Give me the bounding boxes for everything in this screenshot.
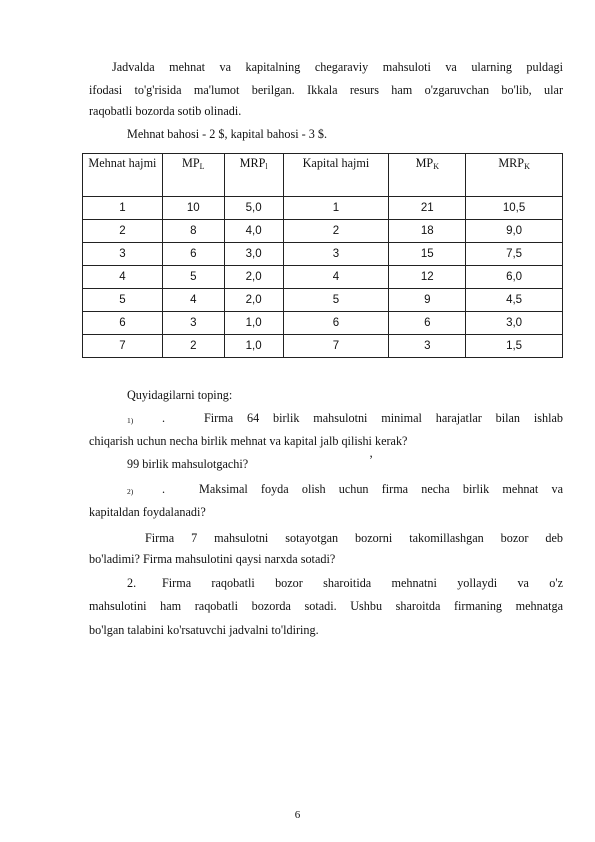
table-cell: 6 — [389, 312, 466, 335]
table-row — [83, 266, 563, 289]
table-cell: 2 — [283, 220, 389, 243]
table-cell: 6 — [283, 312, 389, 335]
table-cell: 1 — [83, 197, 163, 220]
table-cell: 3,0 — [466, 312, 563, 335]
intro-line-2: ifodasi to'g'risida ma'lumot berilgan. Ikkala resurs ham o'zgaruvchan bo'lib, ular — [89, 83, 563, 97]
prices-text: Mehnat bahosi - 2 $, kapital bahosi - 3 $. — [127, 127, 328, 141]
q1-number: 1) — [127, 416, 134, 425]
table-cell: 2,0 — [224, 266, 283, 289]
table-cell: 2 — [83, 220, 163, 243]
table-cell: 4,5 — [466, 289, 563, 312]
q1-line-1: Firma 64 birlik mahsulotni minimal harajatlar bilan ishlab — [204, 411, 563, 425]
table-cell: 1,0 — [224, 312, 283, 335]
p4-line-3: bo'lgan talabini ko'rsatuvchi jadvalni to'ldiring. — [89, 623, 319, 637]
table-cell: 3,0 — [224, 243, 283, 266]
header-mrpl: $MRP_l$ — [224, 154, 283, 197]
q1-line-2: chiqarish uchun necha birlik mehnat va kapital jalb qilishi kerak? — [89, 434, 408, 448]
table-cell: 3 — [283, 243, 389, 266]
table-cell: 2 — [162, 335, 224, 358]
table-cell: 9,0 — [466, 220, 563, 243]
table-cell: 6,0 — [466, 266, 563, 289]
table-cell: 3 — [83, 243, 163, 266]
table-cell: 7,5 — [466, 243, 563, 266]
header-mpl: $MP_L$ — [162, 154, 224, 197]
header-labor-volume: Mehnat hajmi — [83, 154, 163, 197]
p3-line-1: Firma 7 mahsulotni sotayotgan bozorni takomillashgan bozor deb — [145, 531, 563, 545]
table-cell: 3 — [389, 335, 466, 358]
table-header-row — [83, 154, 563, 197]
table-row — [83, 243, 563, 266]
p3-line-2: bo'ladimi? Firma mahsulotini qaysi narxda sotadi? — [89, 552, 336, 566]
table-cell: 7 — [83, 335, 163, 358]
intro-line-3: raqobatli bozorda sotib olinadi. — [89, 104, 242, 118]
table-row — [83, 335, 563, 358]
table-cell: 5 — [162, 266, 224, 289]
q2-line-2: kapitaldan foydalanadi? — [89, 505, 206, 519]
header-mpk: $MP_K$ — [389, 154, 466, 197]
resource-table — [82, 153, 563, 358]
table-cell: 9 — [389, 289, 466, 312]
table-row — [83, 220, 563, 243]
table-cell: 18 — [389, 220, 466, 243]
q2-line-1: Maksimal foyda olish uchun firma necha birlik mehnat va — [199, 482, 563, 496]
table-cell: 1,0 — [224, 335, 283, 358]
stray-apostrophe: ’ — [369, 453, 374, 467]
table-cell: 8 — [162, 220, 224, 243]
table-cell: 7 — [283, 335, 389, 358]
q1-line-3: 99 birlik mahsulotgachi? — [127, 457, 249, 471]
table-cell: 4 — [83, 266, 163, 289]
table-cell: 4 — [162, 289, 224, 312]
p4-line-2: mahsulotini ham raqobatli bozorda sotadi. Ushbu sharoitda firmaning mehnatga — [89, 599, 563, 613]
header-capital-volume: Kapital hajmi — [283, 154, 389, 197]
table-cell: 5,0 — [224, 197, 283, 220]
p4-line-1: Firma raqobatli bozor sharoitida mehnatni yollaydi va o'z — [162, 576, 563, 590]
intro-line-1: Jadvalda mehnat va kapitalning chegaraviy mahsuloti va ularning puldagi — [112, 60, 563, 74]
table-cell: 3 — [162, 312, 224, 335]
table-cell: 21 — [389, 197, 466, 220]
table-cell: 6 — [162, 243, 224, 266]
header-mrpk: $MRP_K$ — [466, 154, 563, 197]
questions-heading: Quyidagilarni toping: — [127, 388, 233, 402]
table-cell: 1,5 — [466, 335, 563, 358]
table-cell: 5 — [283, 289, 389, 312]
table-row — [83, 312, 563, 335]
table-cell: 6 — [83, 312, 163, 335]
q1-dot: . — [162, 411, 166, 425]
table-cell: 12 — [389, 266, 466, 289]
table-row — [83, 289, 563, 312]
table-cell: 5 — [83, 289, 163, 312]
p4-number: 2. — [127, 576, 137, 590]
table-cell: 10 — [162, 197, 224, 220]
table-cell: 4,0 — [224, 220, 283, 243]
table-cell: 4 — [283, 266, 389, 289]
table-cell: 10,5 — [466, 197, 563, 220]
q2-number: 2) — [127, 487, 134, 496]
table-cell: 1 — [283, 197, 389, 220]
table-cell: 2,0 — [224, 289, 283, 312]
q2-dot: . — [162, 482, 166, 496]
page-number: 6 — [294, 809, 301, 821]
table-cell: 15 — [389, 243, 466, 266]
table-row — [83, 197, 563, 220]
